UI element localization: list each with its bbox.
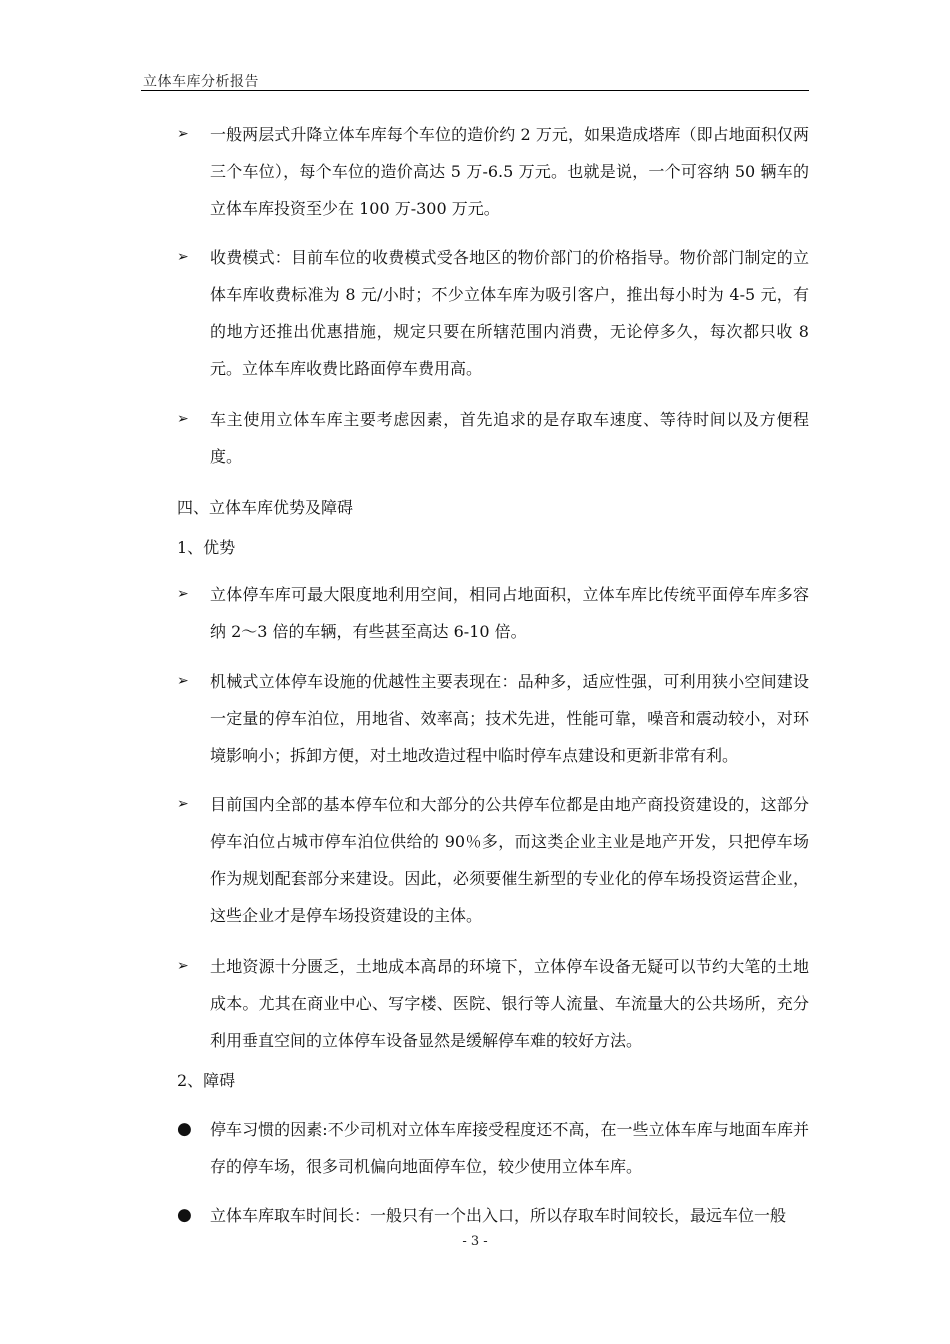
arrow-bullet-icon: ➢ [177, 673, 189, 689]
list-item [177, 1111, 809, 1185]
list-item [177, 239, 809, 387]
list-item-text: 目前国内全部的基本停车位和大部分的公共停车位都是由地产商投资建设的，这部分停车泊位占城市停车泊位供给的 90％多，而这类企业主业是地产开发，只把停车场作为规划配套部分来建设。因此，必须要催生新型的专业化的停车场投资运营企业，这些企业才是停车场投资建设的主体。 [210, 795, 809, 925]
list-item-text: 一般两层式升降立体车库每个车位的造价约 2 万元，如果造成塔库（即占地面积仅两三个车位），每个车位的造价高达 5 万-6.5 万元。也就是说，一个可容纳 50 辆车的立体车库投资至少在 100 万-300 万元。 [210, 125, 809, 218]
list-item [177, 401, 809, 475]
list-item [177, 663, 809, 774]
list-item [177, 786, 809, 934]
list-item-text: 土地资源十分匮乏，土地成本高昂的环境下，立体停车设备无疑可以节约大笔的土地成本。尤其在商业中心、写字楼、医院、银行等人流量、车流量大的公共场所，充分利用垂直空间的立体停车设备显然是缓解停车难的较好方法。 [210, 957, 809, 1050]
arrow-bullet-icon: ➢ [177, 126, 189, 142]
arrow-bullet-icon: ➢ [177, 249, 189, 265]
subsection-heading-advantages: 1、优势 [177, 538, 236, 557]
arrow-bullet-icon: ➢ [177, 411, 189, 427]
list-item-text: 立体车库取车时间长：一般只有一个出入口，所以存取车时间较长，最远车位一般 [210, 1206, 787, 1225]
subsection-heading-obstacles: 2、障碍 [177, 1071, 236, 1090]
header-divider [141, 90, 809, 91]
arrow-bullet-icon: ➢ [177, 958, 189, 974]
page-number: - 3 - [462, 1234, 488, 1249]
dot-bullet-icon: ● [177, 1119, 192, 1139]
list-item [177, 576, 809, 650]
arrow-bullet-icon: ➢ [177, 586, 189, 602]
running-header-title: 立体车库分析报告 [143, 74, 259, 90]
list-item [177, 1197, 809, 1234]
section-heading: 四、立体车库优势及障碍 [177, 498, 354, 517]
list-item-text: 停车习惯的因素:不少司机对立体车库接受程度还不高，在一些立体车库与地面车库并存的停车场，很多司机偏向地面停车位，较少使用立体车库。 [210, 1120, 809, 1176]
list-item [177, 948, 809, 1059]
list-item-text: 收费模式：目前车位的收费模式受各地区的物价部门的价格指导。物价部门制定的立体车库收费标准为 8 元/小时；不少立体车库为吸引客户，推出每小时为 4-5 元，有的地方还推出优惠措施，规定只要在所辖范围内消费，无论停多久，每次都只收 8 元。立体车库收费比路面停车费用高。 [210, 248, 809, 378]
arrow-bullet-icon: ➢ [177, 796, 189, 812]
dot-bullet-icon: ● [177, 1205, 192, 1225]
list-item-text: 机械式立体停车设施的优越性主要表现在：品种多，适应性强，可利用狭小空间建设一定量的停车泊位，用地省、效率高；技术先进，性能可靠，噪音和震动较小，对环境影响小；拆卸方便，对土地改造过程中临时停车点建设和更新非常有利。 [210, 672, 809, 765]
list-item [177, 116, 809, 227]
list-item-text: 立体停车库可最大限度地利用空间，相同占地面积，立体车库比传统平面停车库多容纳 2～3 倍的车辆，有些甚至高达 6-10 倍。 [210, 585, 809, 641]
list-item-text: 车主使用立体车库主要考虑因素，首先追求的是存取车速度、等待时间以及方便程度。 [210, 410, 809, 466]
